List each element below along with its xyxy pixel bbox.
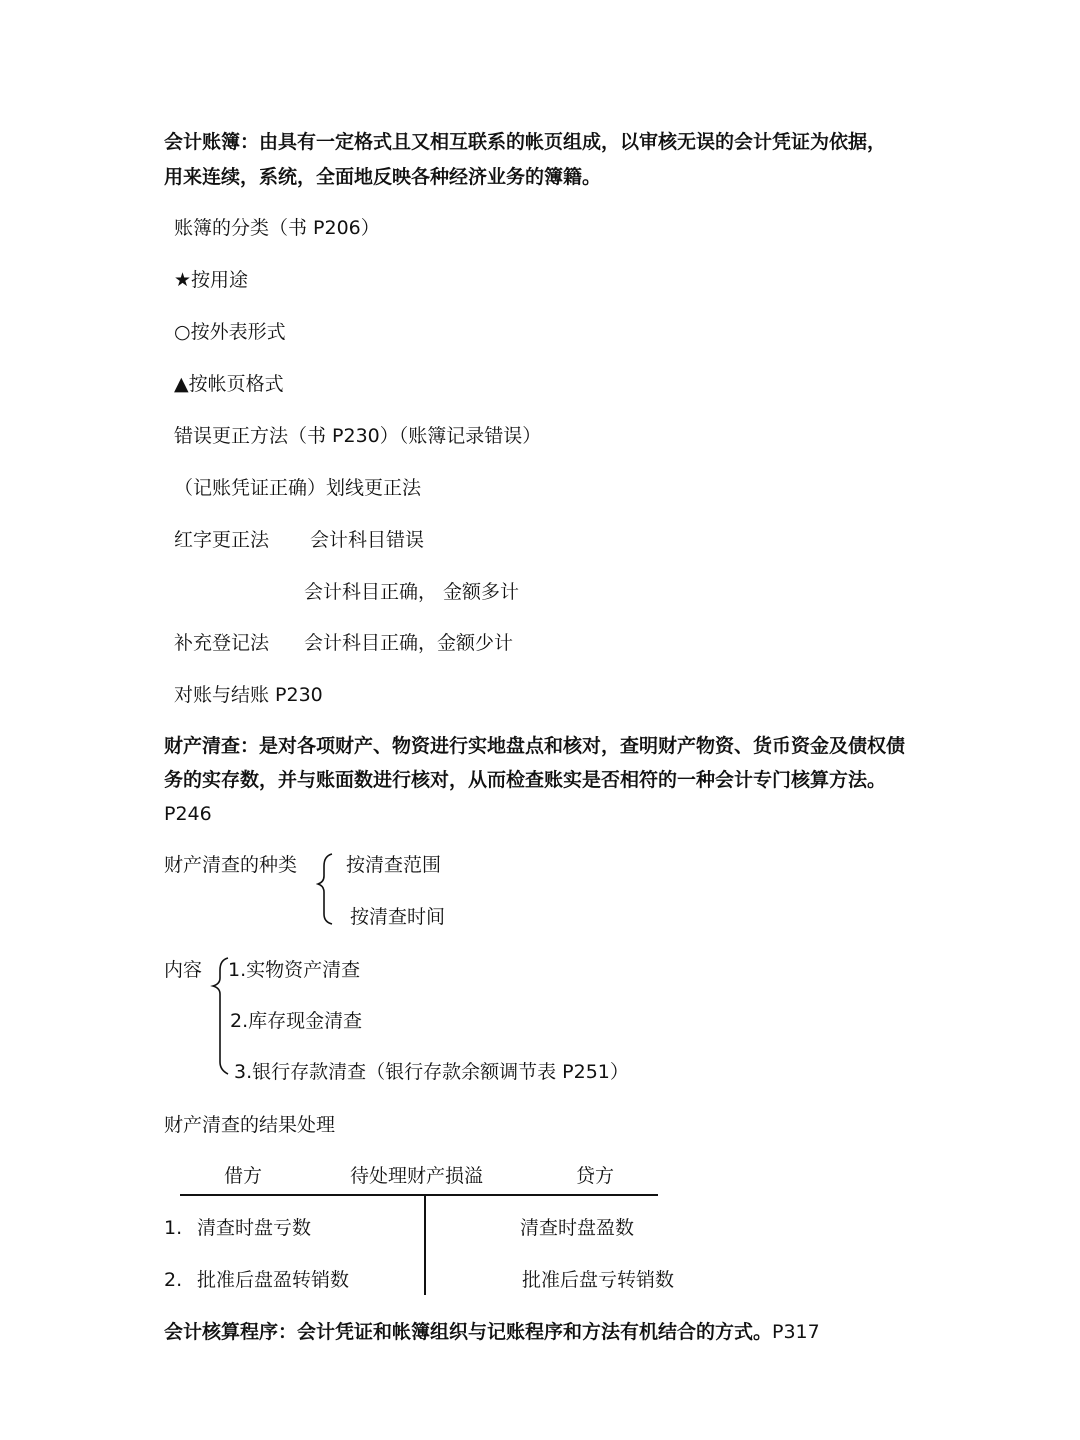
supplement-label: 补充登记法 [174,632,270,654]
property-check-definition [164,729,914,831]
property-check-ref: P246 [164,803,212,825]
classify-item-purpose: ★按用途 [174,269,249,291]
types-item-range: 按清查范围 [346,854,442,876]
credit-row-2-text: 批准后盘亏转销数 [522,1269,675,1291]
result-title: 财产清查的结果处理 [164,1114,336,1136]
debit-row-2-num: 2. [164,1269,183,1291]
supplement-case: 会计科目正确，金额少计 [304,632,514,654]
red-correction-label: 红字更正法 [174,529,270,551]
debit-row-2-text: 批准后盘盈转销数 [197,1269,350,1291]
reconcile-line: 对账与结账 P230 [174,684,323,706]
t-account-name: 待处理财产损溢 [350,1165,484,1187]
t-account-debit-header: 借方 [224,1165,263,1187]
content-item-cash: 2.库存现金清查 [230,1010,363,1032]
line-correction-method: （记账凭证正确）划线更正法 [174,477,422,499]
accounting-procedure-ref: P317 [772,1321,820,1343]
accounting-procedure-bold: 会计核算程序：会计凭证和帐簿组织与记账程序和方法有机结合的方式。 [164,1321,773,1343]
types-item-time: 按清查时间 [350,906,446,928]
debit-row-1-text: 清查时盘亏数 [197,1217,312,1239]
corrections-title: 错误更正方法（书 P230）（账簿记录错误） [174,425,542,447]
content-label: 内容 [164,959,203,981]
red-correction-case2: 会计科目正确， 金额多计 [304,581,520,603]
t-account-vertical-rule [424,1195,426,1295]
debit-row-1-num: 1. [164,1217,183,1239]
heading-accounting-books-cont: 用来连续，系统，全面地反映各种经济业务的簿籍。 [164,166,602,188]
accounting-procedure-definition [164,1320,820,1344]
content-item-physical: 1.实物资产清查 [228,959,361,981]
content-item-bank: 3.银行存款清查（银行存款余额调节表 P251） [234,1061,629,1083]
types-brace-icon [316,852,336,926]
types-label: 财产清查的种类 [164,854,298,876]
red-correction-case1: 会计科目错误 [310,529,425,551]
classify-title: 账簿的分类（书 P206） [174,217,380,239]
classify-item-format: ▲按帐页格式 [174,373,284,395]
classify-item-appearance: ○按外表形式 [174,321,286,343]
property-check-definition-bold: 财产清查：是对各项财产、物资进行实地盘点和核对，查明财产物资、货币资金及债权债务的实存数，并与账面数进行核对，从而检查账实是否相符的一种会计专门核算方法。 [164,735,906,791]
t-account-horizontal-rule [180,1194,658,1196]
heading-accounting-books: 会计账簿：由具有一定格式且又相互联系的帐页组成，以审核无误的会计凭证为依据， [164,131,887,153]
t-account-credit-header: 贷方 [576,1165,615,1187]
credit-row-1-text: 清查时盘盈数 [520,1217,635,1239]
